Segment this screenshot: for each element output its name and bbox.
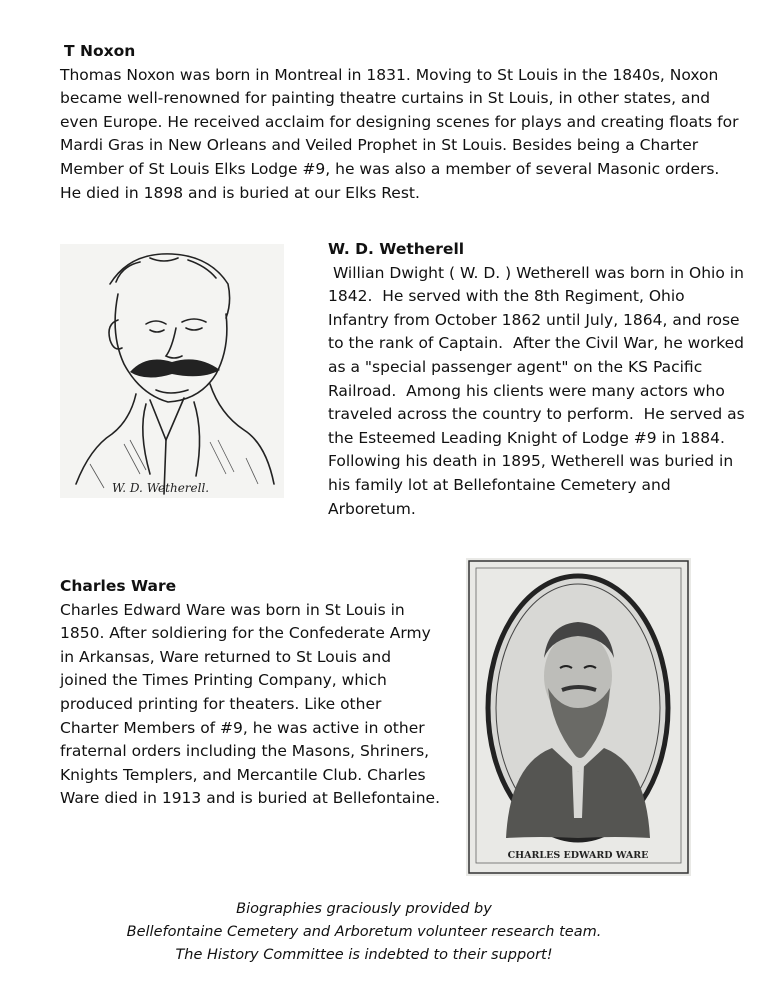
noxon-section xyxy=(60,40,740,205)
footer-line-3: The History Committee is indebted to their support! xyxy=(175,947,553,963)
wetherell-portrait xyxy=(60,244,284,498)
footer-credits xyxy=(0,898,728,967)
wetherell-bio: Willian Dwight ( W. D. ) Wetherell was born in Ohio in 1842. He served with the 8th Regiment, Ohio Infantry from October 1862 until July, 1864, and rose to the rank of Captain. After the Civil War, he worked as a "special passenger agent" on the KS Pacific Railroad. Among his clients were many actors who traveled across the country to perform. He served as the Esteemed Leading Knight of Lodge #9 in 1884. Following his death in 1895, Wetherell was buried in his family lot at Bellefontaine Cemetery and Arboretum. xyxy=(328,263,750,518)
footer-line-1: Biographies graciously provided by xyxy=(236,901,492,917)
ware-portrait xyxy=(466,558,691,876)
ware-bio: Charles Edward Ware was born in St Louis in 1850. After soldiering for the Confederate Army in Arkansas, Ware returned to St Louis and joined the Times Printing Company, which produced printing for theaters. Like other Charter Members of #9, he was active in other fraternal orders including the Masons, Shriners, Knights Templers, and Mercantile Club. Charles Ware died in 1913 and is buried at Bellefontaine. xyxy=(60,600,440,808)
wetherell-section xyxy=(328,238,748,521)
noxon-bio: Thomas Noxon was born in Montreal in 1831. Moving to St Louis in the 1840s, Noxon became well-renowned for painting theatre curtains in St Louis, in other states, and even Europe. He received acclaim for designing scenes for plays and creating floats for Mardi Gras in New Orleans and Veiled Prophet in St Louis. Besides being a Charter Member of St Louis Elks Lodge #9, he was also a member of several Masonic orders. He died in 1898 and is buried at our Elks Rest. xyxy=(60,65,739,202)
ware-section xyxy=(60,575,440,811)
wetherell-portrait-caption: W. D. Wetherell. xyxy=(112,481,210,495)
ware-portrait-caption: CHARLES EDWARD WARE xyxy=(507,850,649,861)
noxon-name: T Noxon xyxy=(64,42,136,60)
ware-name: Charles Ware xyxy=(60,577,177,595)
wetherell-name: W. D. Wetherell xyxy=(328,240,465,258)
footer-line-2: Bellefontaine Cemetery and Arboretum volunteer research team. xyxy=(126,924,602,940)
